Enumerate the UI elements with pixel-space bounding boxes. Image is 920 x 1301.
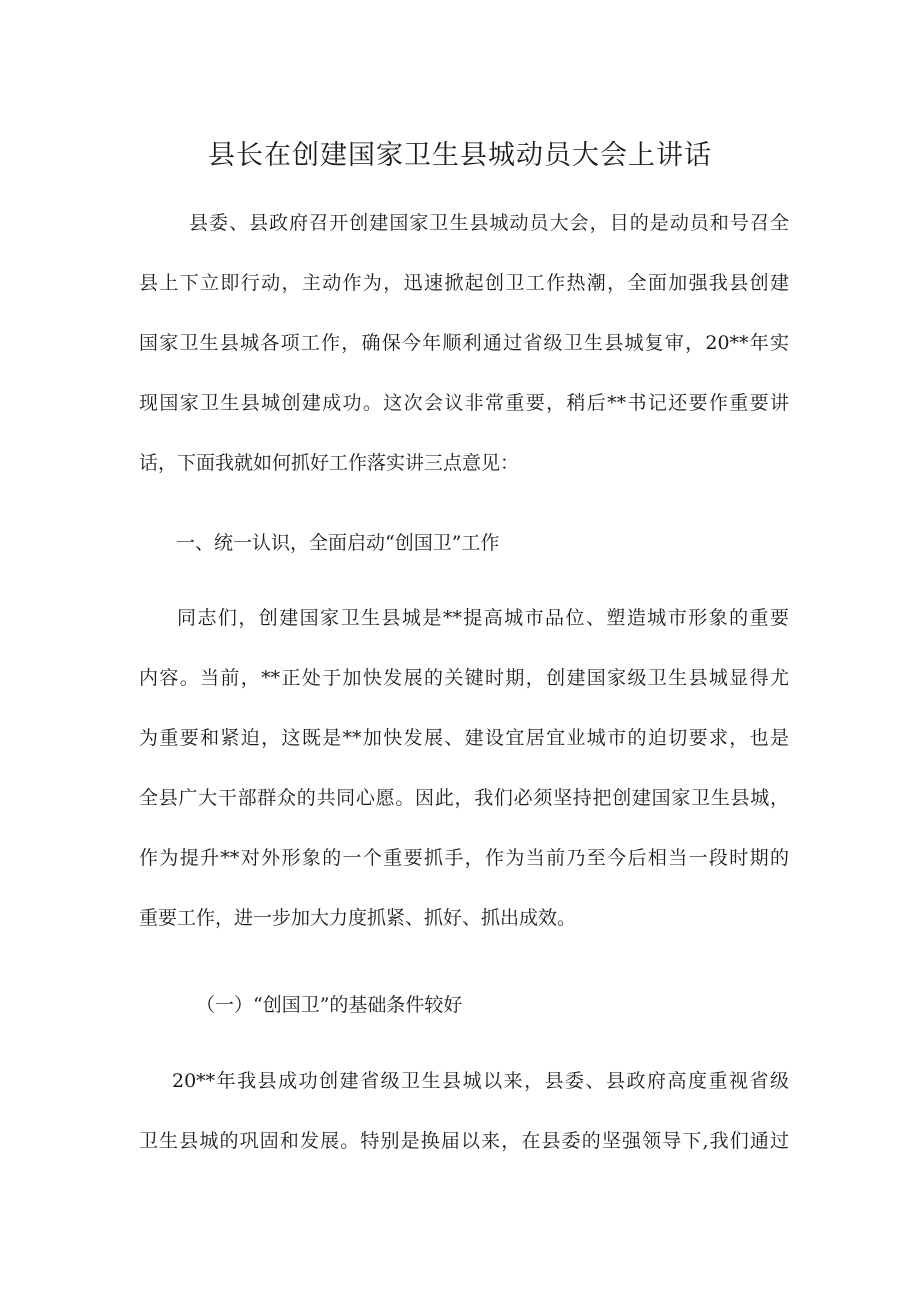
paragraph-1-line-5: 话，下面我就如何抓好工作落实讲三点意见：	[139, 452, 520, 474]
paragraph-1-line-1: 县委、县政府召开创建国家卫生县城动员大会，目的是动员和号召全	[189, 212, 789, 234]
paragraph-2-line-5: 作为提升**对外形象的一个重要抓手，作为当前乃至今后相当一段时期的	[139, 847, 789, 869]
section-heading-1: 一、统一认识，全面启动“创国卫”工作	[176, 532, 500, 554]
paragraph-2-line-2: 内容。当前，**正处于加快发展的关键时期，创建国家级卫生县城显得尤	[139, 667, 789, 689]
paragraph-3-line-2: 卫生县城的巩固和发展。特别是换届以来，在县委的坚强领导下,我们通过	[139, 1130, 789, 1152]
paragraph-1-line-4: 现国家卫生县城创建成功。这次会议非常重要，稍后**书记还要作重要讲	[139, 392, 789, 414]
paragraph-1-line-3: 国家卫生县城各项工作，确保今年顺利通过省级卫生县城复审，20**年实	[139, 332, 789, 354]
paragraph-3-line-1: 20**年我县成功创建省级卫生县城以来，县委、县政府高度重视省级	[172, 1070, 789, 1092]
subsection-heading-1: （一）“创国卫”的基础条件较好	[196, 994, 463, 1016]
paragraph-2-line-4: 全县广大干部群众的共同心愿。因此，我们必须坚持把创建国家卫生县城，	[139, 787, 789, 809]
paragraph-2-line-3: 为重要和紧迫，这既是**加快发展、建设宜居宜业城市的迫切要求，也是	[139, 727, 789, 749]
paragraph-1-line-2: 县上下立即行动，主动作为，迅速掀起创卫工作热潮，全面加强我县创建	[139, 272, 789, 294]
paragraph-2-line-6: 重要工作，进一步加大力度抓紧、抓好、抓出成效。	[139, 907, 577, 929]
paragraph-2-line-1: 同志们，创建国家卫生县城是**提高城市品位、塑造城市形象的重要	[177, 607, 789, 629]
document-title: 县长在创建国家卫生县城动员大会上讲话	[208, 140, 712, 171]
